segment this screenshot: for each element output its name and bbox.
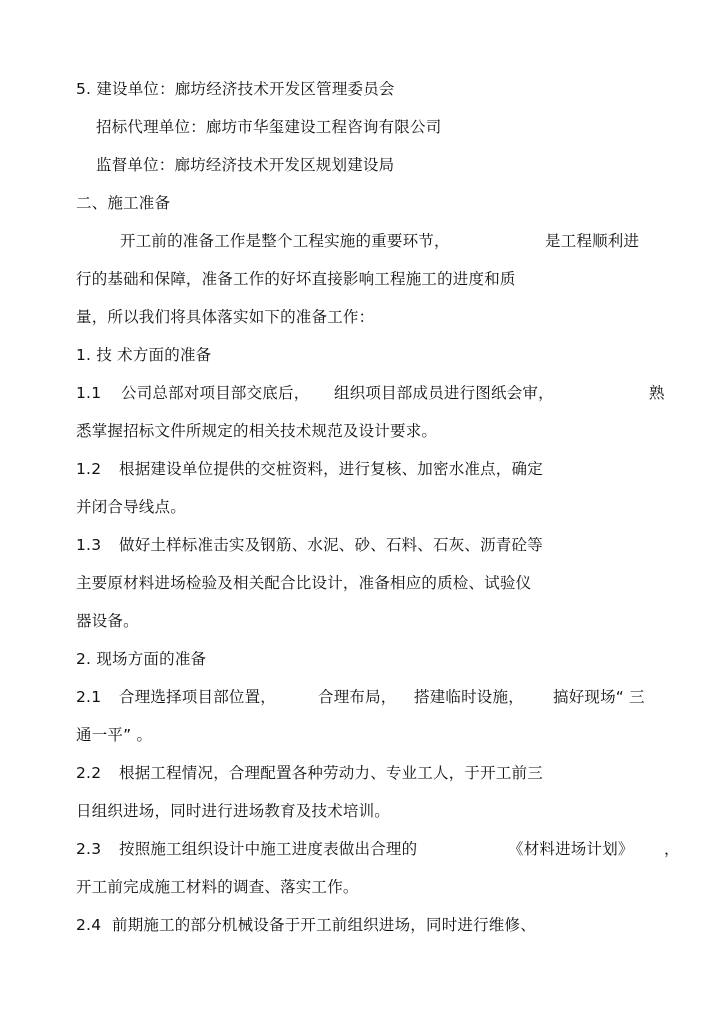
text-line: 器设备。	[76, 612, 139, 630]
text-segment: 做好土样标准击实及钢筋、水泥、砂、石料、石灰、沥青砼等	[119, 536, 543, 554]
text-line: 行的基础和保障，准备工作的好坏直接影响工程施工的进度和质	[76, 270, 516, 288]
text-line	[0, 685, 724, 709]
item-number: 1.2	[76, 460, 102, 478]
text-line	[0, 381, 724, 405]
text-line	[0, 533, 724, 557]
text-segment: 前期施工的部分机械设备于开工前组织进场，同时进行维修、	[112, 916, 536, 934]
subsection-heading: 2. 现场方面的准备	[76, 650, 207, 668]
text-line: 监督单位：廊坊经济技术开发区规划建设局	[96, 156, 395, 174]
item-number: 1.3	[76, 536, 102, 554]
text-line	[0, 913, 724, 937]
text-line: 通一平” 。	[76, 726, 153, 744]
text-segment: 按照施工组织设计中施工进度表做出合理的	[119, 840, 418, 858]
text-segment: 开工前的准备工作是整个工程实施的重要环节，	[120, 232, 450, 250]
text-segment: 组织项目部成员进行图纸会审，	[334, 384, 554, 402]
text-segment: 根据工程情况，合理配置各种劳动力、专业工人，于开工前三	[119, 764, 543, 782]
item-number: 2.2	[76, 764, 102, 782]
text-line: 日组织进场，同时进行进场教育及技术培训。	[76, 802, 391, 820]
text-segment: 合理选择项目部位置，	[119, 688, 277, 706]
text-segment: 是工程顺利进	[545, 232, 640, 250]
text-line	[0, 229, 724, 253]
text-segment: 合理布局，	[318, 688, 397, 706]
text-line: 5. 建设单位：廊坊经济技术开发区管理委员会	[76, 80, 395, 98]
text-segment: 搞好现场“ 三	[553, 688, 645, 706]
subsection-heading: 1. 技 术方面的准备	[76, 346, 212, 364]
text-segment: 搭建临时设施，	[414, 688, 524, 706]
text-line: 招标代理单位：廊坊市华玺建设工程咨询有限公司	[96, 118, 442, 136]
text-line: 量，所以我们将具体落实如下的准备工作：	[76, 308, 375, 326]
item-number: 1.1	[76, 384, 102, 402]
text-line	[0, 837, 724, 861]
text-segment: 《材料进场计划》	[508, 840, 634, 858]
text-line: 悉掌握招标文件所规定的相关技术规范及设计要求。	[76, 422, 438, 440]
text-segment: 根据建设单位提供的交桩资料，进行复核、加密水准点，确定	[119, 460, 543, 478]
text-segment: 公司总部对项目部交底后，	[121, 384, 310, 402]
text-segment: ，	[664, 840, 680, 858]
text-line	[0, 761, 724, 785]
text-line: 开工前完成施工材料的调查、落实工作。	[76, 878, 359, 896]
item-number: 2.1	[76, 688, 102, 706]
item-number: 2.4	[76, 916, 102, 934]
text-line: 主要原材料进场检验及相关配合比设计，准备相应的质检、试验仪	[76, 574, 532, 592]
text-line	[0, 457, 724, 481]
section-heading: 二、施工准备	[76, 194, 171, 212]
text-segment: 熟	[649, 384, 665, 402]
text-line: 并闭合导线点。	[76, 498, 186, 516]
item-number: 2.3	[76, 840, 102, 858]
